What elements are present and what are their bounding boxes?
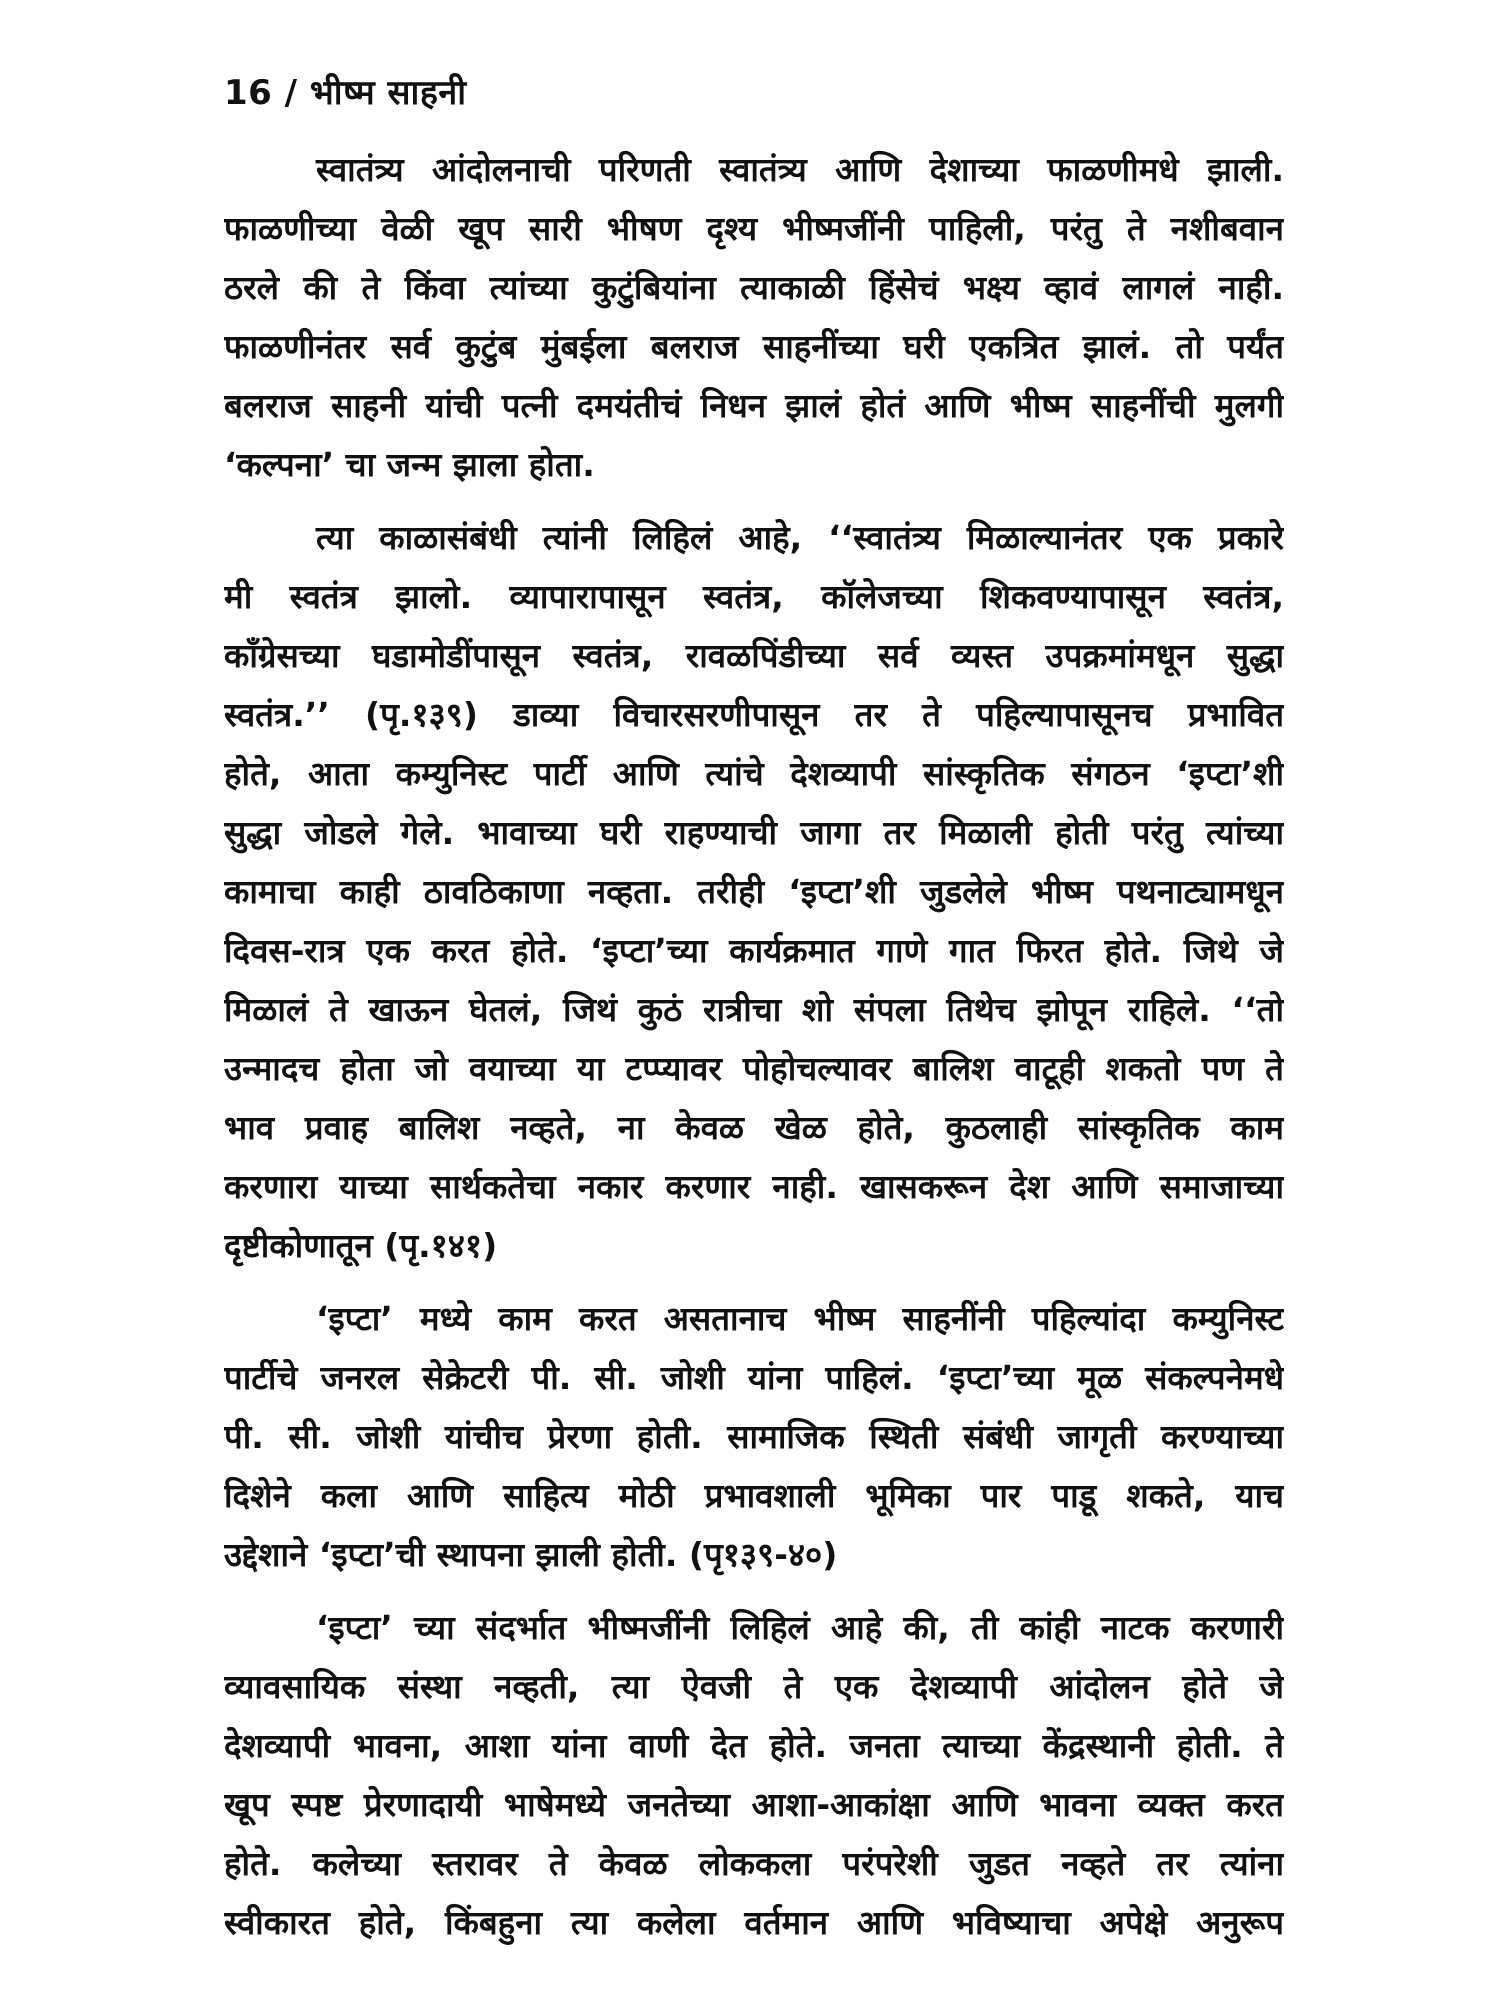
text-line: ठरले की ते किंवा त्यांच्या कुटुंबियांना त्याकाळी हिंसेचं भक्ष्य व्हावं लागलं नाही. <box>224 268 1284 307</box>
text-line: उद्देशाने ‘इप्टा’ची स्थापना झाली होती. (पृ१३९-४०) <box>224 1535 838 1574</box>
text-line: ‘कल्पना’ चा जन्म झाला होता. <box>224 445 595 484</box>
text-line: दृष्टीकोणातून (पृ.१४१) <box>224 1226 498 1265</box>
text-line: स्वतंत्र.’’ (पृ.१३९) डाव्या विचारसरणीपासून तर ते पहिल्यापासूनच प्रभावित <box>224 695 1284 734</box>
paragraph-freedom-quote <box>224 508 1284 1275</box>
text-line: फाळणीनंतर सर्व कुटुंब मुंबईला बलराज साहनींच्या घरी एकत्रित झालं. तो पर्यंत <box>224 327 1284 366</box>
running-header: 16 / भीष्म साहनी <box>224 73 467 113</box>
text-line: ‘इप्टा’ मध्ये काम करत असतानाच भीष्म साहनींनी पहिल्यांदा कम्युनिस्ट <box>316 1299 1284 1338</box>
text-line: बलराज साहनी यांची पत्नी दमयंतीचं निधन झालं होतं आणि भीष्म साहनींची मुलगी <box>224 386 1284 425</box>
text-line: मी स्वतंत्र झालो. व्यापारापासून स्वतंत्र, कॉलेजच्या शिकवण्यापासून स्वतंत्र, <box>224 577 1284 616</box>
text-line: देशव्यापी भावना, आशा यांना वाणी देत होते. जनता त्याच्या केंद्रस्थानी होती. ते <box>224 1726 1284 1765</box>
text-line: कामाचा काही ठावठिकाणा नव्हता. तरीही ‘इप्टा’शी जुडलेले भीष्म पथनाट्यामधून <box>224 872 1284 911</box>
text-line: व्यावसायिक संस्था नव्हती, त्या ऐवजी ते एक देशव्यापी आंदोलन होते जे <box>224 1667 1284 1706</box>
text-line: फाळणीच्या वेळी खूप सारी भीषण दृश्य भीष्मजींनी पाहिली, परंतु ते नशीबवान <box>224 209 1284 248</box>
text-line: दिशेने कला आणि साहित्य मोठी प्रभावशाली भूमिका पार पाडू शकते, याच <box>224 1476 1284 1515</box>
text-line: सुद्धा जोडले गेले. भावाच्या घरी राहण्याची जागा तर मिळाली होती परंतु त्यांच्या <box>224 813 1284 852</box>
paragraph-ipta-joshi <box>224 1289 1284 1584</box>
text-line: भाव प्रवाह बालिश नव्हते, ना केवळ खेळ होते, कुठलाही सांस्कृतिक काम <box>224 1108 1284 1147</box>
text-line: ‘इप्टा’ च्या संदर्भात भीष्मजींनी लिहिलं आहे की, ती कांही नाटक करणारी <box>316 1608 1284 1647</box>
text-line: होते, आता कम्युनिस्ट पार्टी आणि त्यांचे देशव्यापी सांस्कृतिक संगठन ‘इप्टा’शी <box>224 754 1284 793</box>
body-text <box>224 140 1284 1966</box>
text-line: होते. कलेच्या स्तरावर ते केवळ लोककला परंपरेशी जुडत नव्हते तर त्यांना <box>224 1844 1284 1883</box>
paragraph-ipta-movement <box>224 1598 1284 1952</box>
text-line: पी. सी. जोशी यांचीच प्रेरणा होती. सामाजिक स्थिती संबंधी जागृती करण्याच्या <box>224 1417 1284 1456</box>
text-line: त्या काळासंबंधी त्यांनी लिहिलं आहे, ‘‘स्वातंत्र्य मिळाल्यानंतर एक प्रकारे <box>316 518 1284 557</box>
text-line: स्वातंत्र्य आंदोलनाची परिणती स्वातंत्र्य आणि देशाच्या फाळणीमधे झाली. <box>316 150 1284 189</box>
text-line: खूप स्पष्ट प्रेरणादायी भाषेमध्ये जनतेच्या आशा-आकांक्षा आणि भावना व्यक्त करत <box>224 1785 1284 1824</box>
text-line: काँग्रेसच्या घडामोडींपासून स्वतंत्र, रावळपिंडीच्या सर्व व्यस्त उपक्रमांमधून सुद्धा <box>224 636 1284 675</box>
paragraph-partition <box>224 140 1284 494</box>
text-line: मिळालं ते खाऊन घेतलं, जिथं कुठं रात्रीचा शो संपला तिथेच झोपून राहिले. ‘‘तो <box>224 990 1284 1029</box>
text-line: करणारा याच्या सार्थकतेचा नकार करणार नाही. खासकरून देश आणि समाजाच्या <box>224 1167 1284 1206</box>
text-line: उन्मादच होता जो वयाच्या या टप्प्यावर पोहोचल्यावर बालिश वाटूही शकतो पण ते <box>224 1049 1284 1088</box>
text-line: पार्टीचे जनरल सेक्रेटरी पी. सी. जोशी यांना पाहिलं. ‘इप्टा’च्या मूळ संकल्पनेमधे <box>224 1358 1284 1397</box>
text-line: स्वीकारत होते, किंबहुना त्या कलेला वर्तमान आणि भविष्याचा अपेक्षे अनुरूप <box>224 1903 1284 1942</box>
text-line: दिवस-रात्र एक करत होते. ‘इप्टा’च्या कार्यक्रमात गाणे गात फिरत होते. जिथे जे <box>224 931 1284 970</box>
